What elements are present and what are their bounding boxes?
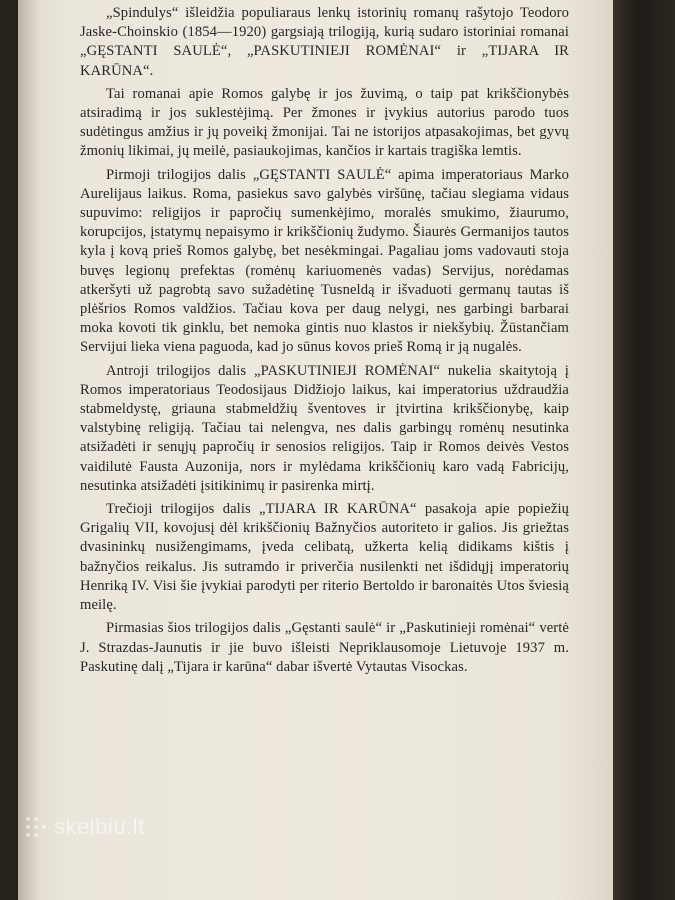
watermark-text: skelbiu.lt [54,814,145,839]
paragraph-part-three: Trečioji trilogijos dalis „TIJARA IR KARŪNA“ pasakoja apie popiežių Grigalių VII, kovojusį dėl krikščionių Bažnyčios autoriteto ir galios. Jis griežtas dvasininkų nusižengimams, įveda celibatą, užkerta kelią didikams kištis į bažnyčios reikalus. Jis sutramdo ir priverčia nusilenkti net išdidųjį imperatorių Henriką IV. Visi šie įvykiai parodyti per riterio Bertoldo ir baronaitės Utos šviesią meilę. [80,501,569,614]
paragraph-part-two: Antroji trilogijos dalis „PASKUTINIEJI ROMĖNAI“ nukelia skaitytoją į Romos imperatoriaus Teodosijaus Didžiojo laikus, kai imperatorius uždraudžia stabmeldystę, griauna stabmeldžių šventoves ir įtvirtina krikščionybę, kaip valstybinę religiją. Tačiau tai nelengva, nes dalis garbingų romėnų nesutinka atsižadėti ir senųjų papročių ir senosios religijos. Taip ir Romos deivės Vestos vaidilutė Fausta Auzonija, nors ir mylėdama krikščionių karo vadą Fabricijų, nesutinka atsižadėti įsitikinimų ir pasirenka mirtį. [80,362,569,494]
paragraph-translation-note: Pirmasias šios trilogijos dalis „Gęstanti saulė“ ir „Paskutinieji romėnai“ vertė J. Strazdas-Jaunutis ir jie buvo išleisti Nepriklausomoje Lietuvoje 1937 m. Paskutinę dalį „Tijara ir karūna“ dabar išvertė Vytautas Visockas. [80,620,569,675]
paragraph-part-one: Pirmoji trilogijos dalis „GĘSTANTI SAULĖ“ apima imperatoriaus Marko Aurelijaus laikus. Roma, pasiekus savo galybės viršūnę, tačiau slegiama vidaus supuvimo: religijos ir papročių sumenkėjimo, moralės smukimo, žiaurumo, korupcijos, įstatymų nepaisymo ir krikščionių žudymo. Šiaurės Germanijos tautos kyla į kovą prieš Romos galybę, bet nesėkmingai. Pagaliau joms vadovauti stoja buvęs legionų prefektas (romėnų kariuomenės vadas) Servijus, norėdamas atkeršyti už pagrobtą savo sužadėtinę Tusneldą ir išvaduoti germanų tautas iš plėšrios Romos valdžios. Tačiau kova per daug nelygi, nes garbingi barbarai moka kovoti tik ginklu, bet nemoka gintis nuo klastos ir niekšybių. Žūstančiam Servijui lieka viena paguoda, kad jo sūnus kovos prieš Romą ir ją nugalės. [80,166,569,356]
book-page [18,0,613,900]
background-edge [613,0,675,900]
paragraph-intro: „Spindulys“ išleidžia populiaraus lenkų istorinių romanų rašytojo Teodoro Jaske-Choinskio (1854—1920) gargsiają trilogiją, kurią sudaro istoriniai romanai „GĘSTANTI SAULĖ“, „PASKUTINIEJI ROMĖNAI“ ir „TIJARA IR KARŪNA“. [80,5,569,79]
paragraph-overview: Tai romanai apie Romos galybę ir jos žuvimą, o taip pat krikščionybės atsiradimą ir jos suklestėjimą. Per žmones ir įvykius autorius parodo tuos sudėtingus amžius ir jų poveikį žmonijai. Tai ne istorijos atpasakojimas, bet gyvų žmonių likimai, jų meilė, pasiaukojimas, kančios ir kartais tragiška lemtis. [80,85,569,160]
spine-shadow [18,0,40,900]
page-text [80,4,569,681]
